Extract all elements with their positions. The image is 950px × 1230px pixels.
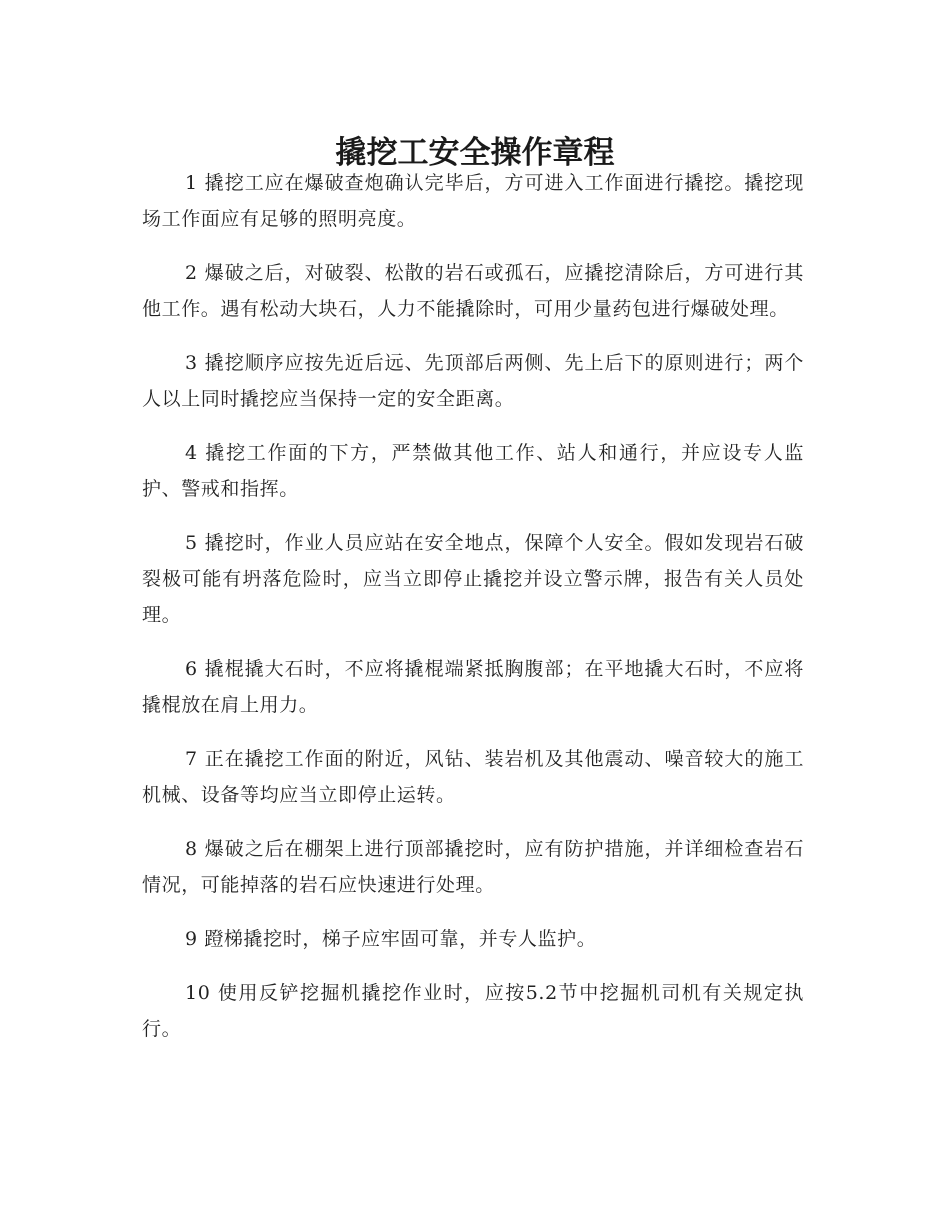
paragraph-1: 1 撬挖工应在爆破查炮确认完毕后，方可进入工作面进行撬挖。撬挖现场工作面应有足够的照明亮度。 (142, 172, 804, 230)
document-body (142, 165, 804, 1065)
paragraph-7: 7 正在撬挖工作面的附近，风钻、装岩机及其他震动、噪音较大的施工机械、设备等均应当立即停止运转。 (142, 748, 804, 806)
paragraph-10: 10 使用反铲挖掘机撬挖作业时，应按5.2节中挖掘机司机有关规定执行。 (142, 982, 804, 1040)
paragraph-2: 2 爆破之后，对破裂、松散的岩石或孤石，应撬挖清除后，方可进行其他工作。遇有松动大块石，人力不能撬除时，可用少量药包进行爆破处理。 (142, 262, 804, 320)
paragraph-3: 3 撬挖顺序应按先近后远、先顶部后两侧、先上后下的原则进行；两个人以上同时撬挖应当保持一定的安全距离。 (142, 352, 804, 410)
paragraph-6: 6 撬棍撬大石时，不应将撬棍端紧抵胸腹部；在平地撬大石时，不应将撬棍放在肩上用力。 (142, 658, 804, 716)
paragraph-4: 4 撬挖工作面的下方，严禁做其他工作、站人和通行，并应设专人监护、警戒和指挥。 (142, 442, 804, 500)
paragraph-5: 5 撬挖时，作业人员应站在安全地点，保障个人安全。假如发现岩石破裂极可能有坍落危险时，应当立即停止撬挖并设立警示牌，报告有关人员处理。 (142, 532, 804, 626)
paragraph-8: 8 爆破之后在棚架上进行顶部撬挖时，应有防护措施，并详细检查岩石情况，可能掉落的岩石应快速进行处理。 (142, 838, 804, 896)
page-title: 撬挖工安全操作章程 (335, 134, 615, 171)
paragraph-9: 9 蹬梯撬挖时，梯子应牢固可靠，并专人监护。 (185, 928, 597, 950)
